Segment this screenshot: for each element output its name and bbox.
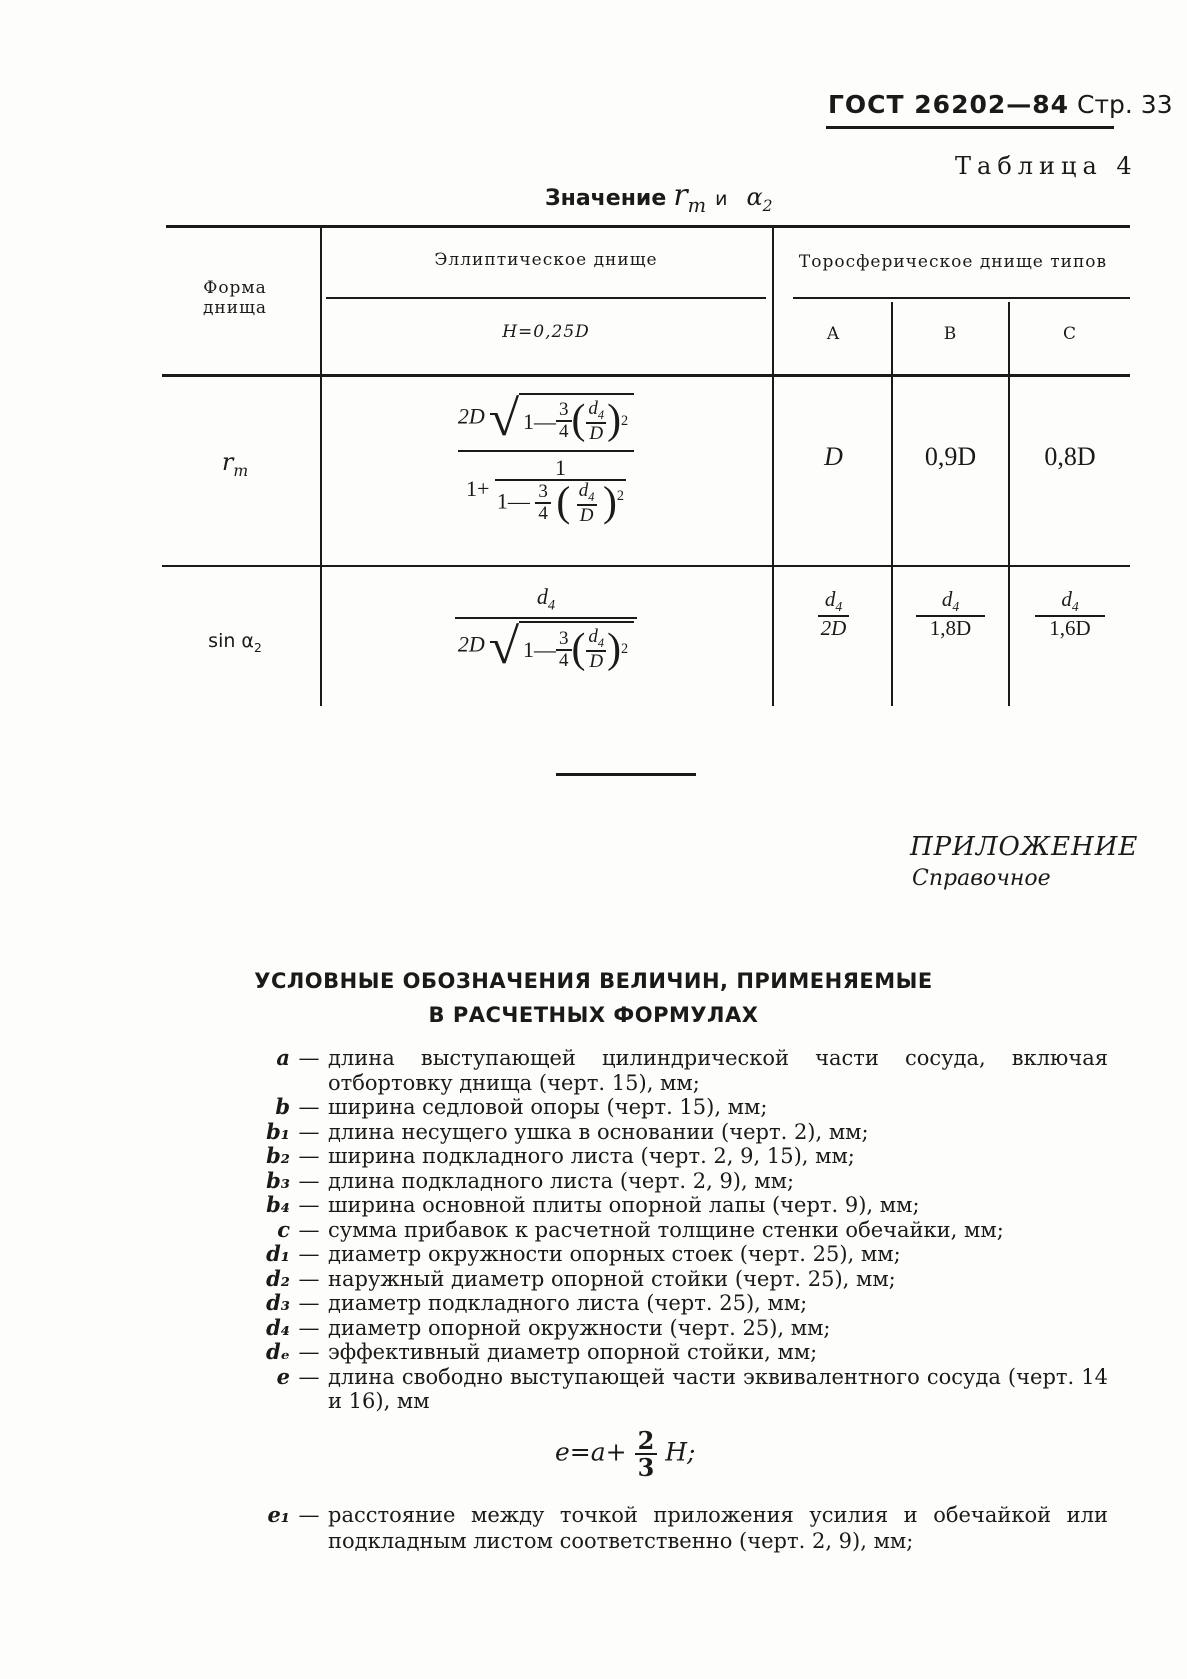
definition-item: a — длина выступающей цилиндрической части сосуда, включая отбортовку днища (черт. 15), мм; [276,1045,1108,1095]
col-torospheric-header: Торосферическое днище типов [798,252,1108,272]
definition-item: b₂ — ширина подкладного листа (черт. 2, 9, 15), мм; [266,1143,855,1168]
table-title-rm: $r_m$ [673,178,707,217]
appendix-title: ПРИЛОЖЕНИЕ [910,832,1139,862]
formula-e: e=a+ $\frac{2}{3}$ H; [555,1426,696,1483]
definition-item: d₃ — диаметр подкладного листа (черт. 25), мм; [266,1290,808,1315]
definition-item: b₄ — ширина основной плиты опорной лапы (черт. 9), мм; [266,1192,920,1217]
sin-type-c-value: $\frac{d_4}{1,6D}$ [1010,588,1130,639]
section-separator [556,773,696,776]
sqrt-sign: √ 1— $\frac{3}{4}$ ( $\frac{d_4}{D}$ ) 2 [490,393,634,444]
definition-item: d₄ — диаметр опорной окружности (черт. 25), мм; [266,1314,831,1340]
table-header-bottom-rule [162,374,1130,377]
sin-type-b-value: $\frac{d_4}{1,8D}$ [893,588,1008,639]
formula-2D: 2D [457,403,485,429]
col-elliptic-header: Эллиптическое днище [434,250,658,270]
table-vline-4 [1008,302,1010,706]
definitions-list [258,1046,1108,1414]
definition-item: c — сумма прибавок к расчетной толщине стенки обечайки, мм; [277,1216,1004,1242]
table-title-alpha: $\alpha_2$ [746,183,773,215]
appendix-subtitle: Справочное [912,866,1051,891]
rm-elliptic-formula [326,390,766,526]
definition-item: b₃ — длина подкладного листа (черт. 2, 9), мм; [266,1167,795,1193]
rm-type-b-value: 0,9D [924,442,977,471]
type-c-header: C [1062,324,1077,344]
row-sin-label: $\sin \alpha_2$ [208,630,262,655]
definition-item: e — длина свободно выступающей части эквивалентного сосуда (черт. 14 и 16), мм [276,1363,1108,1413]
definition-item: b — ширина седловой опоры (черт. 15), мм; [275,1094,768,1119]
elliptic-header-rule [326,297,766,299]
appendix-heading-line-2: В РАСЧЕТНЫХ ФОРМУЛАХ [428,1003,759,1027]
definition-item: dₑ — эффективный диаметр опорной стойки, мм; [265,1339,818,1364]
standard-number: ГОСТ 26202—84 [828,90,1070,119]
torospheric-header-rule [793,297,1130,299]
definition-item: d₂ — наружный диаметр опорной стойки (черт. 25), мм; [266,1265,896,1291]
table-vline-1 [320,226,322,706]
type-b-header: B [943,324,958,344]
definition-e1: e₁ — расстояние между точкой приложения усилия и обечайкой или подкладным листом соответственно (черт. 2, 9), мм; [267,1502,1108,1553]
row-rm-label: $r_m$ [221,448,249,480]
appendix-heading-line-1: УСЛОВНЫЕ ОБОЗНАЧЕНИЯ ВЕЛИЧИН, ПРИМЕНЯЕМЫЕ [254,969,933,993]
page-number: Стр. 33 [1077,90,1173,119]
table-title [545,178,773,217]
table-title-word: Значение [545,186,667,211]
sin-elliptic-formula: $d_4$ 2D √ 1— $\frac{3}{4}$ ( $\frac{d_4}{D}$ ) 2 [326,585,766,672]
table-title-and: и [715,188,728,210]
page-header [828,90,1173,119]
table-row-divider [162,565,1130,567]
header-rule [826,126,1114,129]
definition-item: b₁ — длина несущего ушка в основании (черт. 2), мм; [266,1118,869,1144]
rm-type-c-value: 0,8D [1044,442,1096,471]
sin-type-a-value: $\frac{d_4}{2D}$ [776,588,891,639]
type-a-header: A [826,324,841,344]
definition-item: d₁ — диаметр окружности опорных стоек (черт. 25), мм; [266,1241,901,1266]
col-form-header: Форма днища [202,278,268,318]
elliptic-subheader: H=0,25D [502,322,590,342]
table-vline-3 [891,302,893,706]
rm-type-a-value: D [824,442,843,471]
table-top-rule [166,225,1130,228]
appendix-heading [0,964,1187,1032]
rm-main-fraction: 2D √ 1— $\frac{3}{4}$ ( $\frac{d_4}{D}$ ) 2 1+ 1 1— $\frac{3}{4}$ ( $\frac{d_4}{D}$ )$^2$ [450,393,642,525]
table-vline-2 [772,226,774,706]
table-label: Таблица 4 [955,152,1138,180]
